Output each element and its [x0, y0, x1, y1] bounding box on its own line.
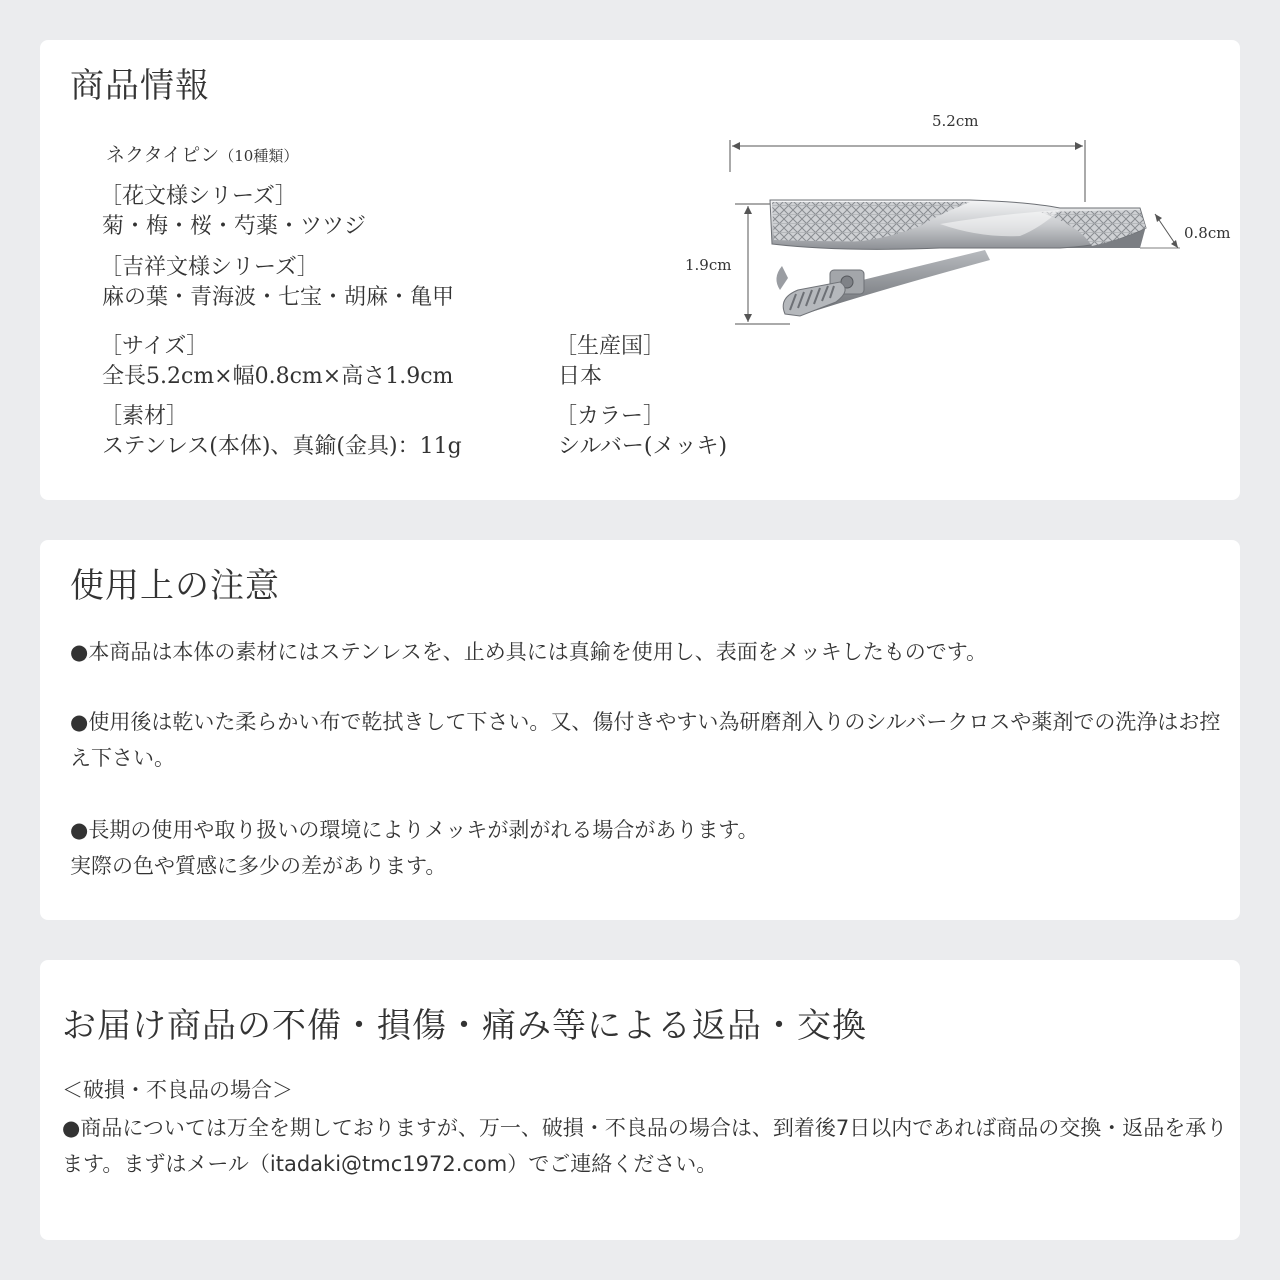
- returns-sub-label: ＜破損・不良品の場合＞: [62, 1078, 293, 1102]
- usage-caution-card: [40, 540, 1240, 920]
- caution-color-note: 実際の色や質感に多少の差があります。: [70, 854, 447, 878]
- returns-title: お届け商品の不備・損傷・痛み等による返品・交換: [62, 1006, 867, 1046]
- series2-items: 麻の葉・青海波・七宝・胡麻・亀甲: [102, 285, 455, 310]
- caution-plating-text: ●長期の使用や取り扱いの環境によりメッキが剥がれる場合があります。: [70, 818, 759, 842]
- origin-label: ［生産国］: [555, 334, 666, 359]
- material-value: ステンレス(本体)、真鍮(金具)：11g: [102, 434, 462, 459]
- returns-body: ●商品については万全を期しておりますが、万一、破損・不良品の場合は、到着後7日以内であれば商品の交換・返品を承ります。まずはメール（itadaki@tmc1972.com）でご連絡ください。: [62, 1116, 1228, 1176]
- returns-card: [40, 960, 1240, 1240]
- product-info-card: [40, 40, 1240, 500]
- size-label: ［サイズ］: [100, 334, 209, 359]
- color-value: シルバー(メッキ): [558, 434, 728, 459]
- product-name: ネクタイピン: [106, 144, 220, 166]
- length-dimension: [730, 112, 1085, 202]
- series1-label: ［花文様シリーズ］: [100, 184, 297, 209]
- caution-paragraph-cleaning: ●使用後は乾いた柔らかい布で乾拭きして下さい。又、傷付きやすい為研磨剤入りのシルバークロスや薬剤での洗浄はお控え下さい。: [70, 710, 1221, 770]
- product-name-line: [106, 140, 298, 167]
- color-label: ［カラー］: [555, 404, 666, 429]
- product-variants: （10種類）: [219, 147, 299, 165]
- dim-height-label: 1.9cm: [685, 256, 732, 274]
- clip-jaw: [783, 282, 845, 316]
- size-value: 全長5.2cm×幅0.8cm×高さ1.9cm: [102, 364, 454, 389]
- origin-value: 日本: [558, 364, 603, 389]
- dim-length-label: 5.2cm: [932, 112, 979, 130]
- dim-width-label: 0.8cm: [1184, 224, 1231, 242]
- caution-paragraph-material: ●本商品は本体の素材にはステンレスを、止め具には真鍮を使用し、表面をメッキしたものです。: [70, 640, 988, 664]
- series1-items: 菊・梅・桜・芍薬・ツツジ: [102, 214, 367, 239]
- caution-paragraph-plating: [70, 812, 1230, 884]
- width-dimension: [1140, 214, 1230, 248]
- tie-pin-image: [640, 102, 1231, 302]
- material-label: ［素材］: [100, 404, 189, 429]
- usage-caution-title: 使用上の注意: [70, 566, 280, 606]
- series2-label: ［吉祥文様シリーズ］: [100, 255, 319, 280]
- product-info-title: 商品情報: [70, 66, 210, 106]
